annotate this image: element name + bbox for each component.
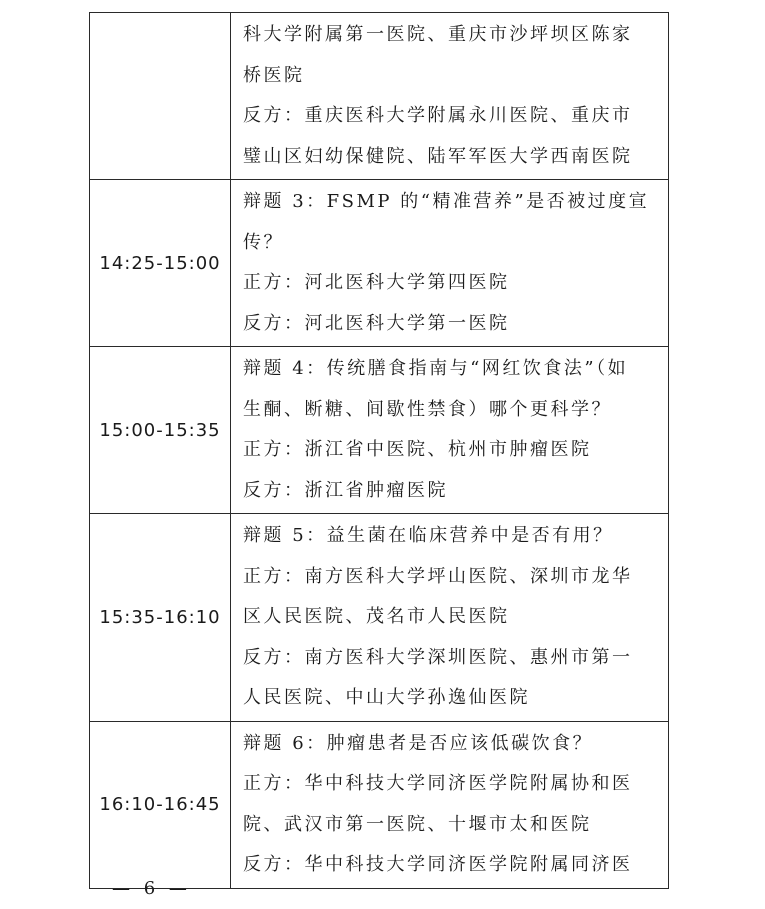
content-line: 桥医院 — [243, 64, 305, 86]
content-line: 传？ — [243, 231, 284, 253]
content-line: 反方：华中科技大学同济医学院附属同济医 — [243, 854, 633, 875]
content-line: 院、武汉市第一医院、十堰市太和医院 — [243, 813, 592, 835]
content-line: 正方：河北医科大学第四医院 — [243, 272, 510, 293]
table-row — [90, 721, 669, 888]
content-line: 正方：南方医科大学坪山医院、深圳市龙华 — [243, 565, 633, 587]
table-row — [90, 180, 669, 347]
content-line: 辩题 6：肿瘤患者是否应该低碳饮食？ — [243, 732, 594, 754]
content-line: 反方：河北医科大学第一医院 — [243, 312, 510, 334]
content-cell — [231, 721, 669, 888]
time-cell: 15:00-15:35 — [90, 347, 231, 514]
time-cell: 14:25-15:00 — [90, 180, 231, 347]
table-row — [90, 347, 669, 514]
debate-schedule-table — [89, 12, 669, 889]
content-line: 反方：重庆医科大学附属永川医院、重庆市 — [243, 105, 633, 126]
content-line: 辩题 4：传统膳食指南与“网红饮食法”（如 — [243, 358, 629, 379]
table-row — [90, 13, 669, 180]
content-line: 正方：浙江省中医院、杭州市肿瘤医院 — [243, 439, 592, 460]
content-line: 辩题 3：FSMP 的“精准营养”是否被过度宣 — [243, 191, 650, 212]
content-line: 反方：南方医科大学深圳医院、惠州市第一 — [243, 646, 633, 668]
content-cell — [231, 13, 669, 180]
content-line: 正方：华中科技大学同济医学院附属协和医 — [243, 773, 633, 794]
time-cell: 15:35-16:10 — [90, 514, 231, 722]
content-cell — [231, 180, 669, 347]
content-line: 人民医院、中山大学孙逸仙医院 — [243, 687, 530, 708]
time-cell — [90, 13, 231, 180]
content-cell — [231, 514, 669, 722]
content-line: 科大学附属第一医院、重庆市沙坪坝区陈家 — [243, 24, 633, 45]
content-line: 反方：浙江省肿瘤医院 — [243, 479, 448, 501]
page-number: — 6 — — [112, 878, 191, 899]
content-line: 区人民医院、茂名市人民医院 — [243, 606, 510, 627]
content-line: 辩题 5：益生菌在临床营养中是否有用？ — [243, 525, 614, 546]
time-cell: 16:10-16:45 — [90, 721, 231, 888]
content-line: 璧山区妇幼保健院、陆军军医大学西南医院 — [243, 145, 633, 167]
table-row — [90, 514, 669, 722]
content-line: 生酮、断糖、间歇性禁食）哪个更科学？ — [243, 398, 612, 420]
content-cell — [231, 347, 669, 514]
